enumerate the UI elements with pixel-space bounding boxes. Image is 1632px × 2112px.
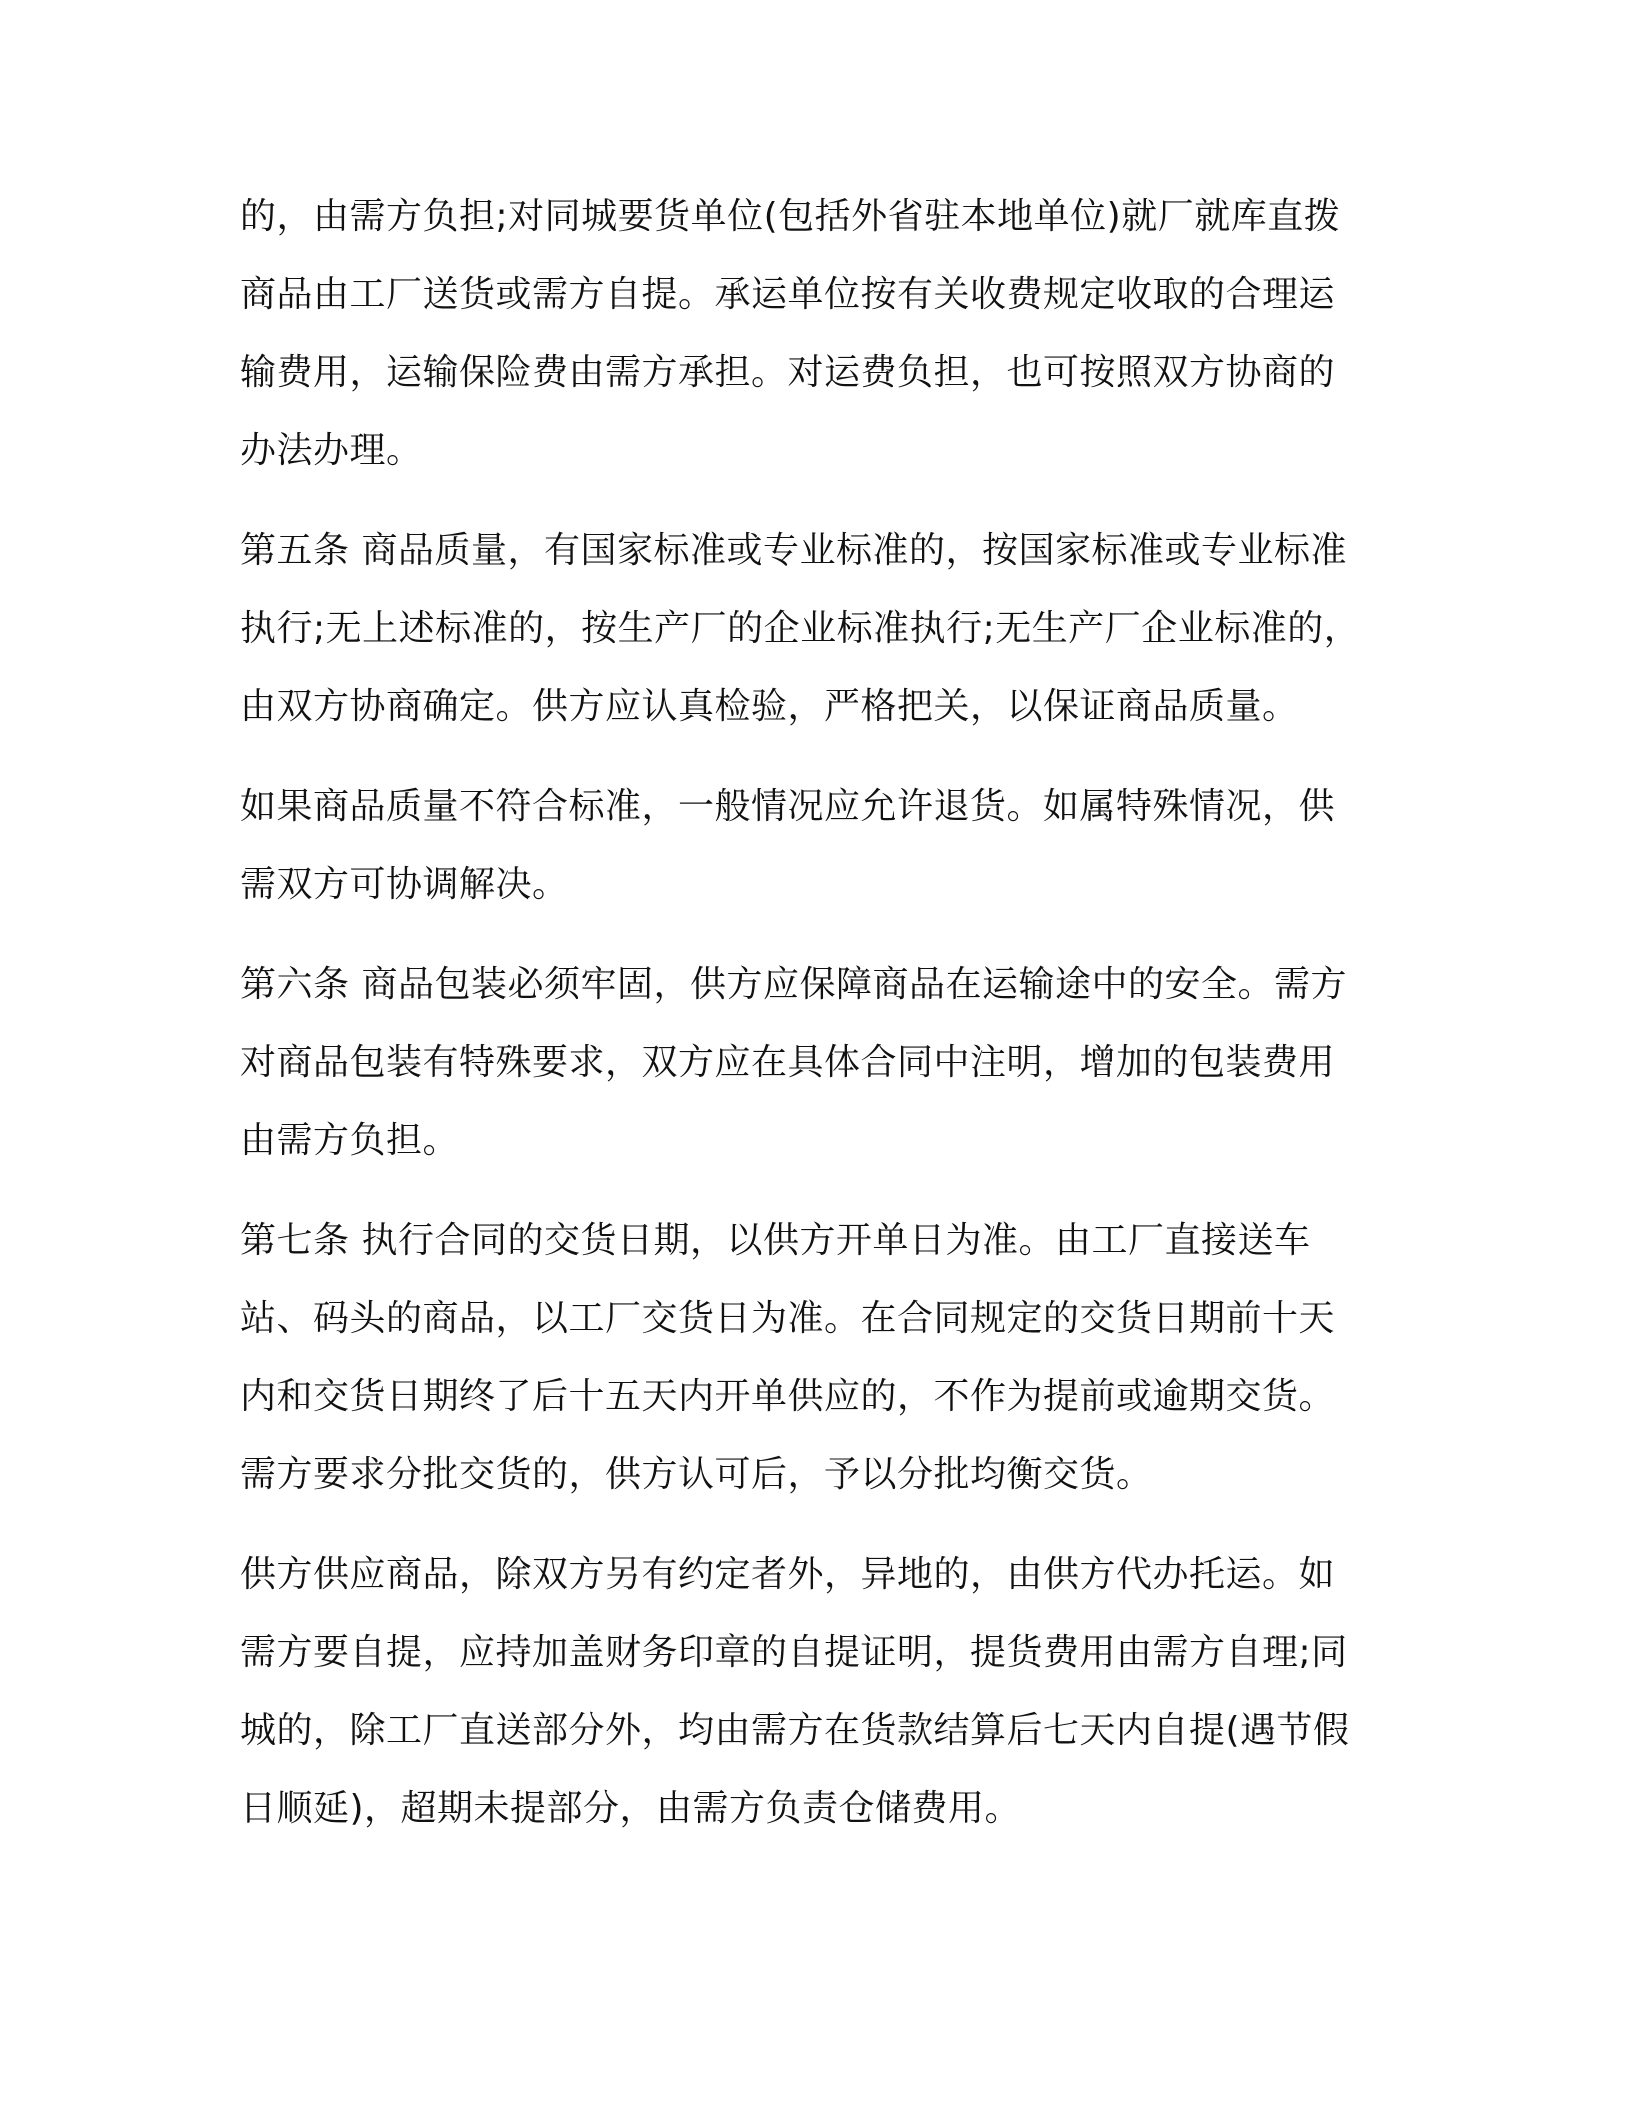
text-line: 城的，除工厂直送部分外，均由需方在货款结算后七天内自提(遇节假 <box>240 1710 1350 1751</box>
paragraph-supply-shipping <box>240 1536 1380 1848</box>
text-line: 需方要自提，应持加盖财务印章的自提证明，提货费用由需方自理;同 <box>240 1632 1348 1673</box>
paragraph-delivery-cost <box>240 178 1380 490</box>
text-line: 供方供应商品，除双方另有约定者外，异地的，由供方代办托运。如 <box>240 1554 1336 1595</box>
text-line: 由双方协商确定。供方应认真检验，严格把关，以保证商品质量。 <box>240 686 1299 727</box>
paragraph-article-5 <box>240 512 1380 746</box>
text-line: 内和交货日期终了后十五天内开单供应的，不作为提前或逾期交货。 <box>240 1376 1336 1417</box>
text-line: 办法办理。 <box>240 430 423 471</box>
text-line: 如果商品质量不符合标准，一般情况应允许退货。如属特殊情况，供 <box>240 786 1336 827</box>
paragraph-article-6 <box>240 946 1380 1180</box>
text-line: 需双方可协调解决。 <box>240 864 569 905</box>
text-line: 执行;无上述标准的，按生产厂的企业标准执行;无生产厂企业标准的， <box>240 608 1361 649</box>
text-line: 由需方负担。 <box>240 1120 460 1161</box>
text-line: 输费用，运输保险费由需方承担。对运费负担，也可按照双方协商的 <box>240 352 1336 393</box>
text-line: 第七条 执行合同的交货日期，以供方开单日为准。由工厂直接送车 <box>240 1220 1311 1261</box>
document-body <box>240 178 1380 1870</box>
paragraph-article-7 <box>240 1202 1380 1514</box>
text-line: 第五条 商品质量，有国家标准或专业标准的，按国家标准或专业标准 <box>240 530 1347 571</box>
text-line: 站、码头的商品，以工厂交货日为准。在合同规定的交货日期前十天 <box>240 1298 1336 1339</box>
text-line: 商品由工厂送货或需方自提。承运单位按有关收费规定收取的合理运 <box>240 274 1336 315</box>
text-line: 对商品包装有特殊要求，双方应在具体合同中注明，增加的包装费用 <box>240 1042 1336 1083</box>
text-line: 需方要求分批交货的，供方认可后，予以分批均衡交货。 <box>240 1454 1153 1495</box>
text-line: 第六条 商品包装必须牢固，供方应保障商品在运输途中的安全。需方 <box>240 964 1347 1005</box>
paragraph-quality-return <box>240 768 1380 924</box>
text-line: 日顺延)，超期未提部分，由需方负责仓储费用。 <box>240 1788 1022 1829</box>
text-line: 的，由需方负担;对同城要货单位(包括外省驻本地单位)就厂就库直拨 <box>240 196 1341 237</box>
